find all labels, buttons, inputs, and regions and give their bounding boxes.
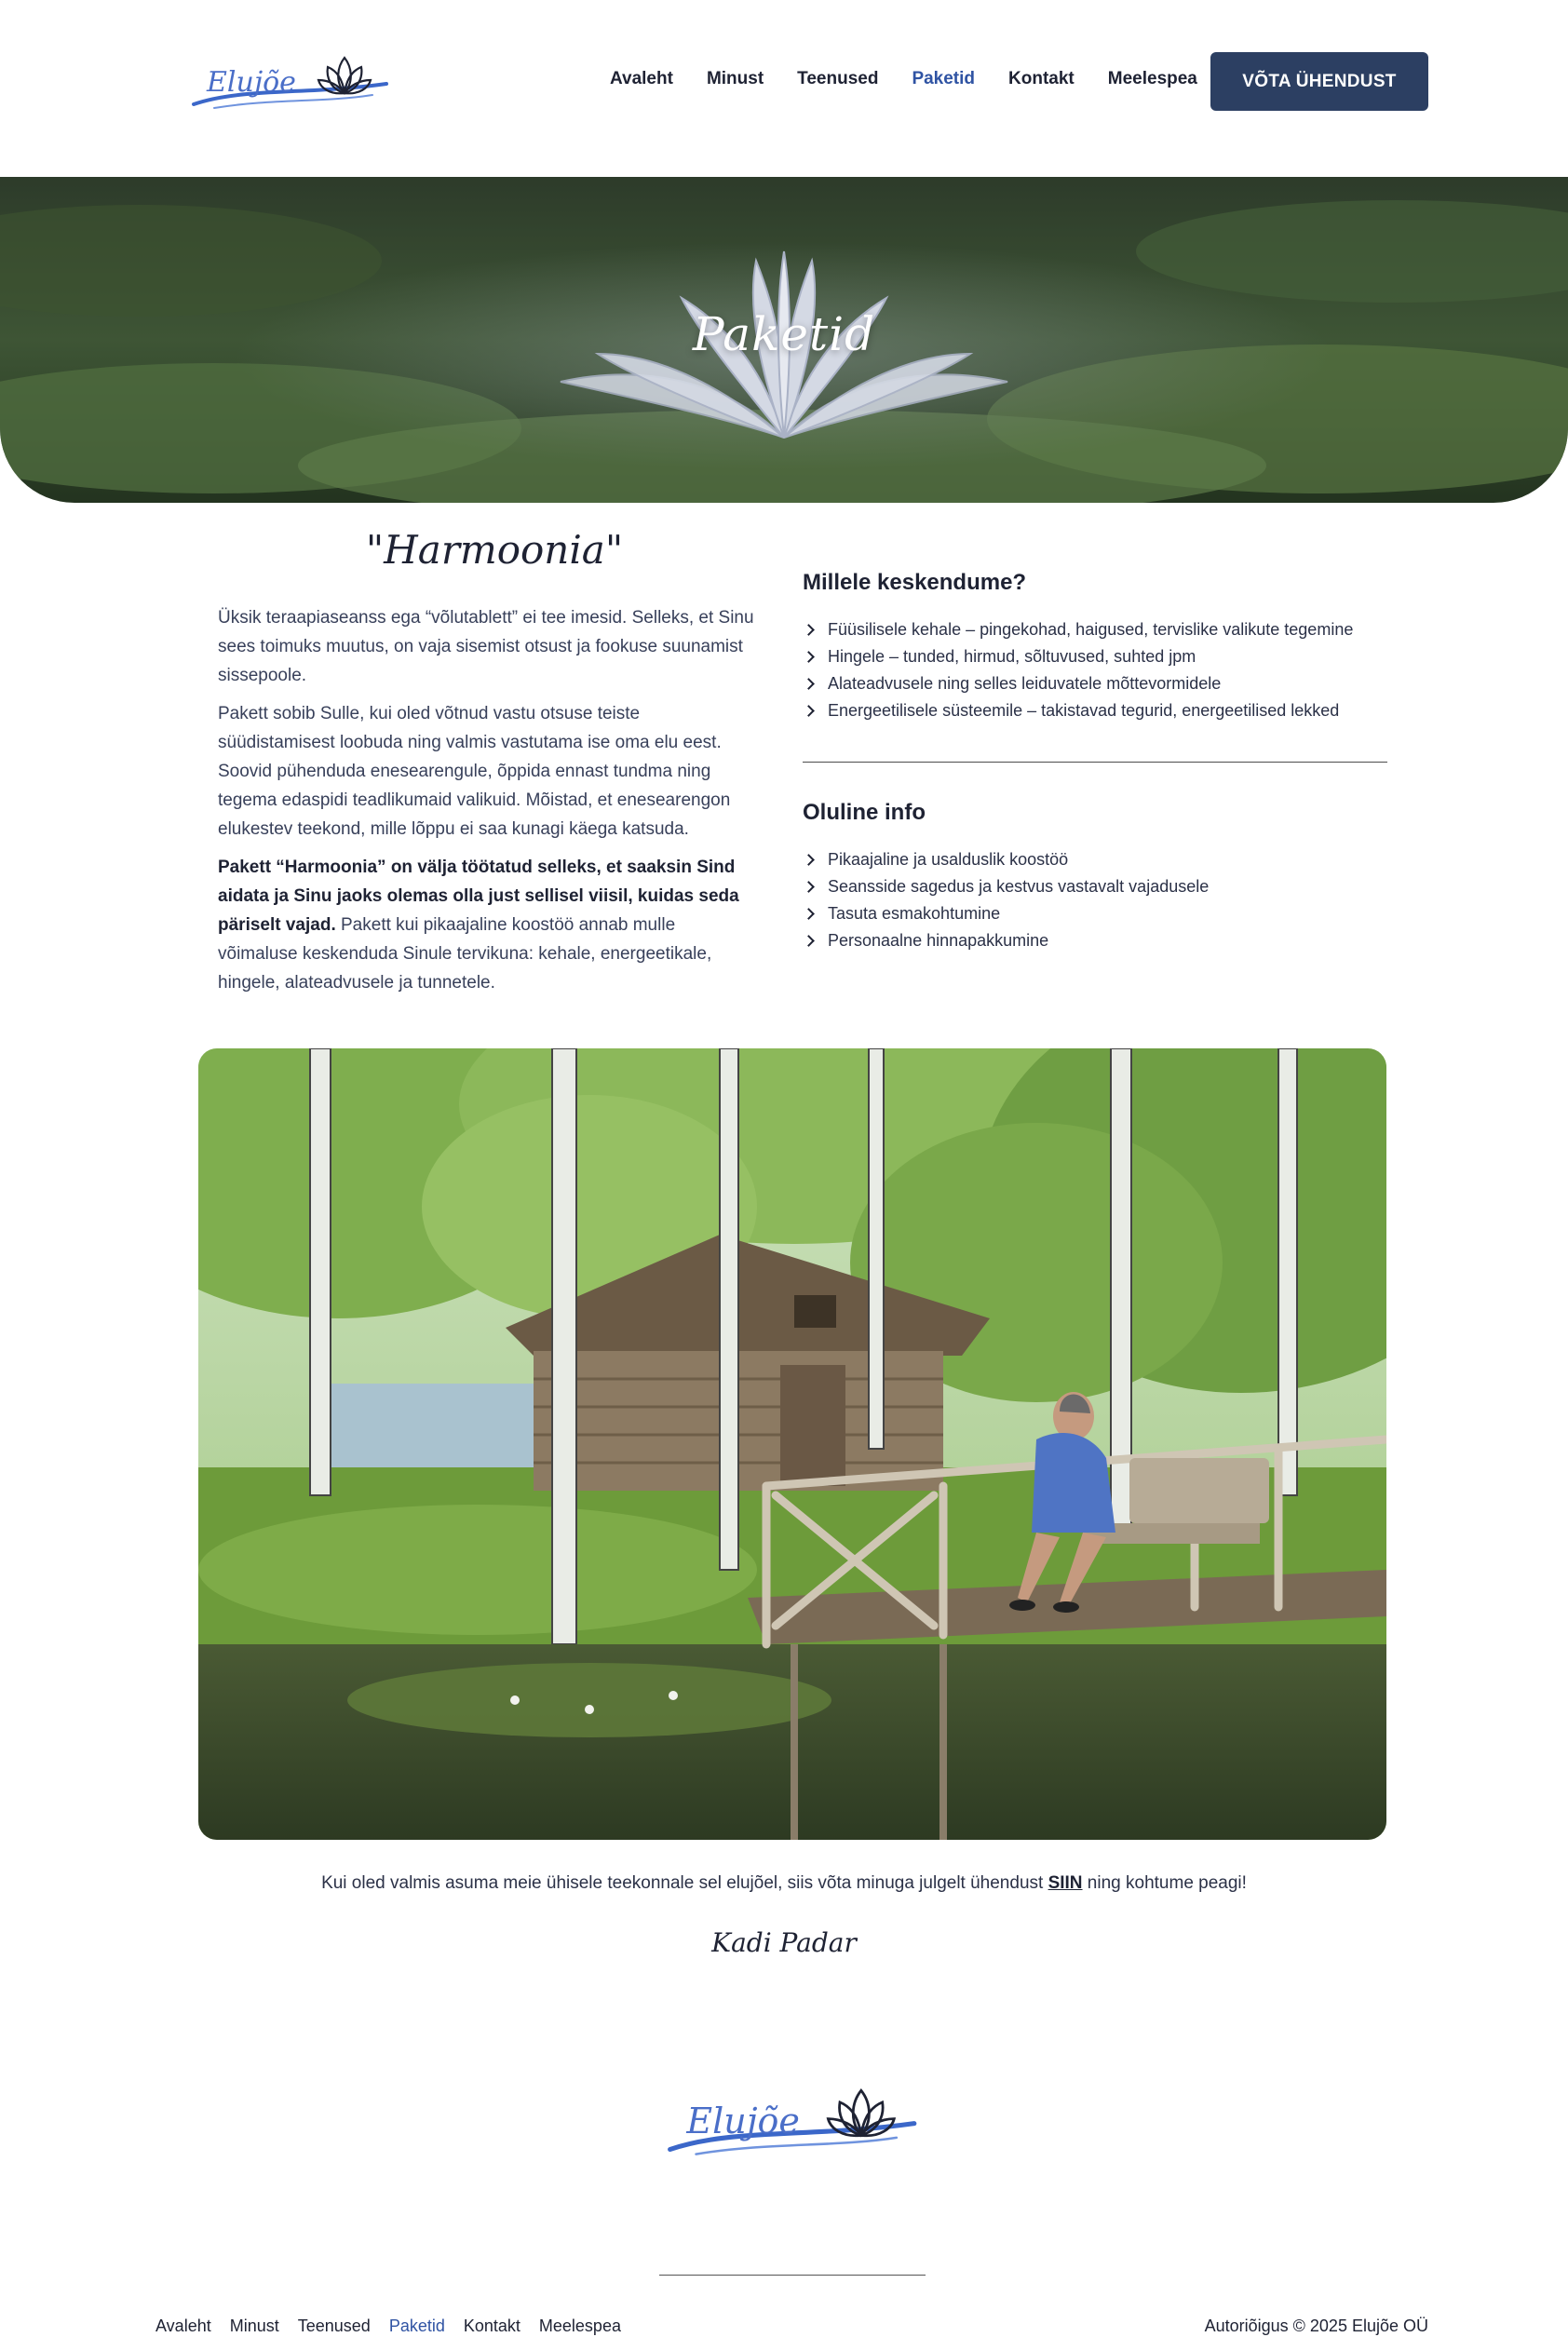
list-item: Alateadvusele ning selles leiduvatele mõttevormidele [803, 670, 1387, 697]
copyright: Autoriõigus © 2025 Elujõe OÜ [1204, 2317, 1428, 2335]
list-item: Energeetilisele süsteemile – takistavad tegurid, energeetilised lekked [803, 697, 1387, 724]
package-details [803, 570, 1387, 954]
footer-nav-teenused[interactable]: Teenused [297, 2317, 371, 2335]
nav-kontakt[interactable]: Kontakt [1008, 69, 1075, 88]
intro-bold-lead: Pakett “Harmoonia” on välja töötatud selleks, et saaksin Sind aidata ja Sinu jaoks olemas olla just sellisel viisil, kuidas seda päriselt vajad. [218, 858, 739, 935]
lotus-icon [658, 2076, 928, 2165]
contact-here-link[interactable]: SIIN [1048, 1873, 1083, 1893]
site-logo[interactable] [186, 47, 396, 116]
footer-nav-paketid[interactable]: Paketid [388, 2317, 445, 2335]
info-heading: Oluline info [803, 800, 926, 825]
footer-nav-meelespea[interactable]: Meelespea [538, 2317, 621, 2335]
lotus-icon [186, 47, 396, 116]
nav-paketid[interactable]: Paketid [912, 69, 976, 88]
focus-heading: Millele keskendume? [803, 570, 1027, 595]
svg-text:Elujõe: Elujõe [686, 2100, 800, 2141]
list-item: Tasuta esmakohtumine [803, 900, 1387, 927]
info-list [803, 846, 1387, 954]
nav-avaleht[interactable]: Avaleht [610, 69, 673, 88]
package-title: "Harmoonia" [365, 527, 624, 573]
chevron-right-icon [803, 678, 815, 690]
chevron-right-icon [803, 854, 815, 866]
page-title: Paketid [692, 307, 876, 361]
footer-nav-minust[interactable]: Minust [229, 2317, 279, 2335]
nav-teenused[interactable]: Teenused [797, 69, 879, 88]
section-divider [803, 762, 1387, 763]
footer-logo[interactable] [658, 2076, 928, 2165]
birch-sauna-pond-photo [198, 1048, 1386, 1840]
list-item: Seansside sagedus ja kestvus vastavalt vajadusele [803, 873, 1387, 900]
main-nav [610, 69, 1231, 89]
footer-nav-avaleht[interactable]: Avaleht [155, 2317, 211, 2335]
intro-paragraph: Üksik teraapiaseanss ega “võlutablett” ei tee imesid. Selleks, et Sinu sees toimuks muutus, on vaja sisemist otsust ja fookuse suunamist sissepoole. [218, 608, 754, 685]
nav-meelespea[interactable]: Meelespea [1107, 69, 1197, 88]
contact-cta-button[interactable]: VÕTA ÜHENDUST [1210, 52, 1428, 111]
hero-banner [0, 177, 1568, 503]
chevron-right-icon [803, 651, 815, 663]
list-item: Pikaajaline ja usalduslik koostöö [803, 846, 1387, 873]
list-item: Hingele – tunded, hirmud, sõltuvused, suhted jpm [803, 643, 1387, 670]
chevron-right-icon [803, 881, 815, 893]
chevron-right-icon [803, 705, 815, 717]
signature: Kadi Padar [711, 1927, 857, 1958]
footer-nav-kontakt[interactable]: Kontakt [463, 2317, 520, 2335]
package-description [218, 603, 758, 1006]
intro-paragraph [218, 853, 758, 997]
chevron-right-icon [803, 624, 815, 636]
footer-divider [659, 2275, 926, 2276]
list-item: Personaalne hinnapakkumine [803, 927, 1387, 954]
focus-list [803, 616, 1387, 724]
intro-tail: Pakett kui pikaajaline koostöö annab mulle võimaluse keskenduda Sinule tervikuna: kehale, energeetikale, hingele, alateadvusele ja tunnetele. [218, 915, 712, 993]
chevron-right-icon [803, 935, 815, 947]
nav-minust[interactable]: Minust [706, 69, 764, 88]
closing-text: Kui oled valmis asuma meie ühisele teekonnale sel elujõel, siis võta minuga julgelt ühendust SIIN ning kohtume peagi! [321, 1873, 1247, 1893]
footer-nav [155, 2317, 640, 2336]
list-item: Füüsilisele kehale – pingekohad, haigused, tervislike valikute tegemine [803, 616, 1387, 643]
site-header [0, 0, 1568, 177]
svg-text:Elujõe: Elujõe [207, 66, 296, 99]
chevron-right-icon [803, 908, 815, 920]
intro-paragraph: Pakett sobib Sulle, kui oled võtnud vastu otsuse teiste süüdistamisest loobuda ning valmis vastutama ise oma elu eest. Soovid pühenduda enesearengule, õppida ennast tundma ning tegema edaspidi teadlikumaid valikuid. Mõistad, et enesearengon elukestev teekond, mille lõppu ei saa kunagi käega katsuda. [218, 704, 731, 839]
